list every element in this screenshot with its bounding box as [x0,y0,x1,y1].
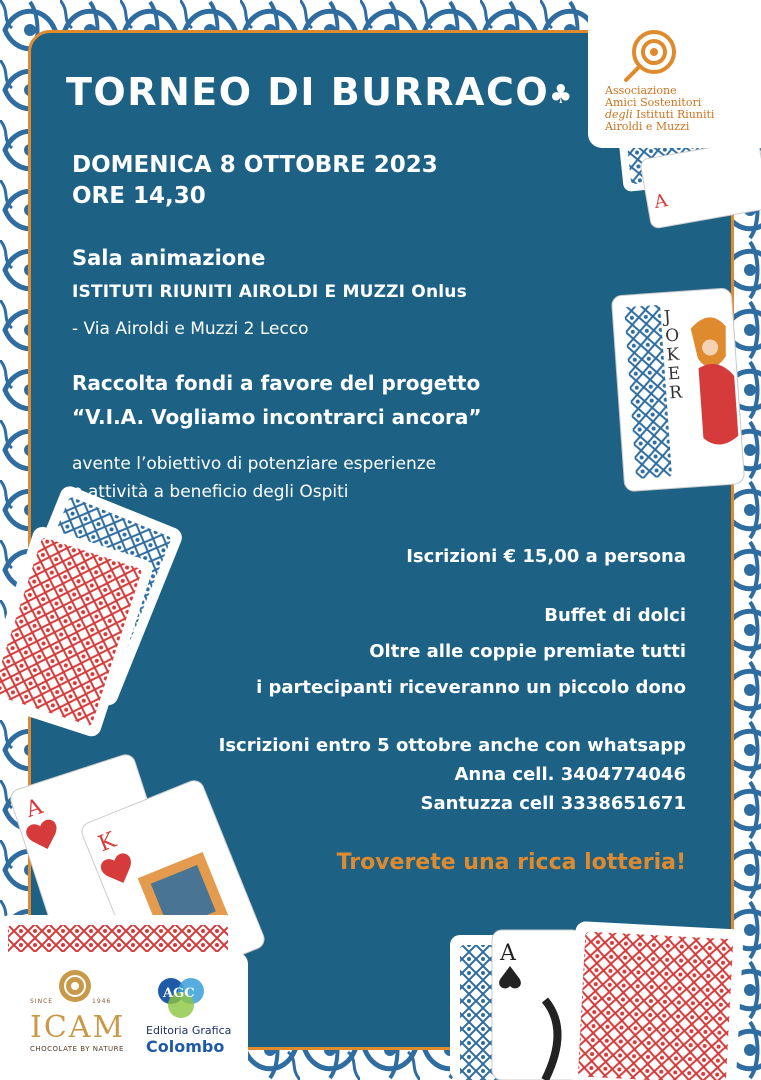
venue-label: Sala animazione [72,246,266,270]
buffet-line: Buffet di dolci [544,605,686,626]
joker-letter-k: K [665,344,680,366]
lottery-announcement: Troverete una ricca lotteria! [336,850,686,875]
king-rank: K [95,827,120,858]
colombo-line-2: Colombo [146,1037,225,1056]
contact-anna: Anna cell. 3404774046 [454,764,686,785]
contacts [219,731,686,818]
prizes-line-1: Oltre alle coppie premiate tutti [369,641,686,662]
joker-card [611,288,744,492]
club-suit-icon: ♣ [549,80,574,110]
event-datetime [72,150,438,212]
icam-year: 1946 [92,998,112,1005]
fundraiser-description [72,450,436,506]
project-name: “V.I.A. Vogliamo incontrarci ancora” [72,405,482,429]
association-name [605,85,755,133]
card-ace-spades [492,930,582,1080]
icam-tagline: CHOCOLATE BY NATURE [30,1045,124,1053]
fundraiser-desc-line-2: e attività a beneficio degli Ospiti [72,482,349,502]
venue-address: - Via Airoldi e Muzzi 2 Lecco [72,319,309,339]
association-line-1: Associazione [605,84,677,97]
association-line-3-rest: Istituti Riuniti [632,108,715,121]
venue-name: ISTITUTI RIUNITI AIROLDI E MUZZI Onlus [72,282,467,302]
event-title [66,70,574,114]
colombo-logo-mark [155,975,215,1020]
card-left-red-back [0,524,155,739]
joker-letter-o: O [664,325,680,347]
card-bottom-right-red-back [568,921,744,1080]
association-line-2: Amici Sostenitori [605,96,702,109]
colombo-line-1: Editoria Grafica [146,1024,232,1037]
event-time: ORE 14,30 [72,183,206,209]
registration-deadline: Iscrizioni entro 5 ottobre anche con whatsapp [218,735,686,756]
association-logo-mark [618,28,688,83]
registration-fee: Iscrizioni € 15,00 a persona [406,546,686,567]
association-line-4: Airoldi e Muzzi [605,120,690,133]
event-title-text: TORNEO DI BURRACO [66,70,550,114]
card-rank: A [652,190,670,214]
fundraiser-desc-line-1: avente l’obiettivo di potenziare esperienze [72,454,437,474]
icam-logo-text: ICAM [30,1010,126,1045]
event-extras [256,598,686,706]
joker-letter-e: E [667,363,681,385]
fundraiser-heading: Raccolta fondi a favore del progetto [72,371,481,395]
joker-letter-r: R [668,382,683,404]
ace-rank: A [23,794,46,823]
association-line-3-italic: degli [605,108,633,121]
event-date: DOMENICA 8 OTTOBRE 2023 [72,152,438,178]
icam-since-label: SINCE [30,998,54,1005]
ace-spades-rank: A [500,941,516,966]
joker-letter-j: J [663,307,672,328]
prizes-line-2: i partecipanti riceveranno un piccolo dono [256,677,686,698]
contact-santuzza: Santuzza cell 3338651671 [420,793,686,814]
colombo-mark-text: AGC [163,986,195,1001]
